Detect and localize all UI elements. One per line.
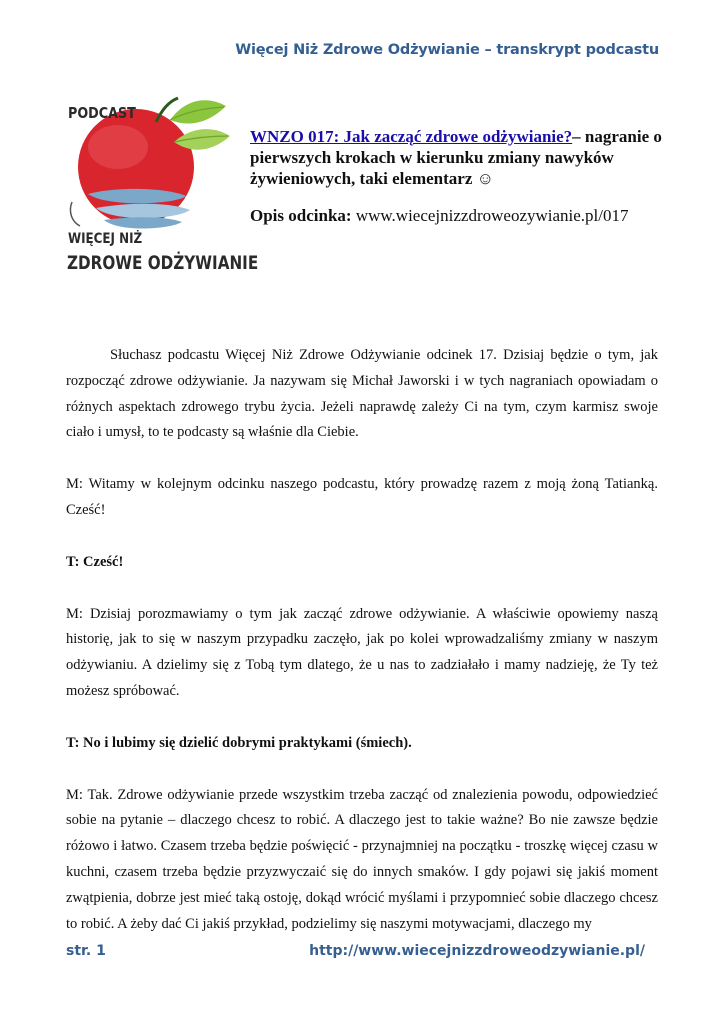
logo-podcast-label: PODCAST [68, 104, 136, 122]
episode-header [250, 126, 670, 226]
episode-desc-url: www.wiecejnizzdroweozywianie.pl/017 [355, 206, 629, 225]
transcript-paragraph: M: Dzisiaj porozmawiamy o tym jak zacząć zdrowe odżywianie. A właściwie opowiemy naszą historię, jak to się w naszym przypadku zaczęło, jak po kolei wprowadzaliśmy zmiany w naszym odżywianiu. A dzielimy się z Tobą tym dlatego, że u nas to zadziałało i mamy nadzieję, że Ty też możesz spróbować. [66, 605, 658, 699]
transcript-paragraph: M: Witamy w kolejnym odcinku naszego podcastu, który prowadzę razem z moją żoną Tatianką. Cześć! [66, 476, 658, 518]
leaf-shape [170, 100, 226, 123]
logo-wiecej-label: WIĘCEJ NIŻ [68, 231, 143, 247]
episode-title [250, 126, 670, 189]
transcript-paragraph: T: No i lubimy się dzielić dobrymi praktykami (śmiech). [66, 734, 412, 751]
episode-desc-label: Opis odcinka: [250, 206, 352, 225]
intro-paragraph: Słuchasz podcastu Więcej Niż Zdrowe Odżywianie odcinek 17. Dzisiaj będzie o tym, jak rozpocząć zdrowe odżywianie. Ja nazywam się Michał Jaworski i w tych nagraniach opowiadam o różnych aspektach zdrowego trybu życia. Jeżeli naprawdę zależy Ci na tym, czym karmisz swoje ciało i umysł, to te podcasty są właśnie dla Ciebie. [66, 347, 658, 441]
episode-title-rest: – nagranie o pierwszych krokach w kierunku zmiany nawyków żywieniowych, taki elementarz ☺ [250, 127, 662, 188]
transcript-paragraph: M: Tak. Zdrowe odżywianie przede wszystkim trzeba zacząć od znalezienia powodu, odpowiedzieć sobie na pytanie – dlaczego chcesz to robić. A dlaczego jest to takie ważne? Bo nie zawsze będzie różowo i łatwo. Czasem trzeba będzie poświęcić - przynajmniej na początku - troszkę więcej czasu w kuchni, czasem trzeba będzie przyzwyczaić się do innych smaków. I gdy pojawi się jakiś moment zwątpienia, dobrze jest mieć taką ostoję, dokąd wrócić myślami i przypomnieć sobie dlaczego chcesz to robić. A żeby dać Ci jakiś przykład, podzielimy się naszymi motywacjami, dlaczego my [66, 786, 658, 932]
logo-zdrowe-label: ZDROWE ODŻYWIANIE [67, 252, 259, 274]
episode-description [250, 205, 670, 226]
footer-url: http://www.wiecejnizzdroweodzywianie.pl/ [309, 943, 645, 959]
episode-title-link[interactable]: WNZO 017: Jak zacząć zdrowe odżywianie? [250, 127, 573, 146]
transcript-paragraph: T: Cześć! [66, 553, 124, 570]
page-number: str. 1 [66, 943, 106, 959]
transcript-body [66, 343, 658, 963]
header-title: Więcej Niż Zdrowe Odżywianie – transkrypt podcastu [235, 42, 659, 58]
